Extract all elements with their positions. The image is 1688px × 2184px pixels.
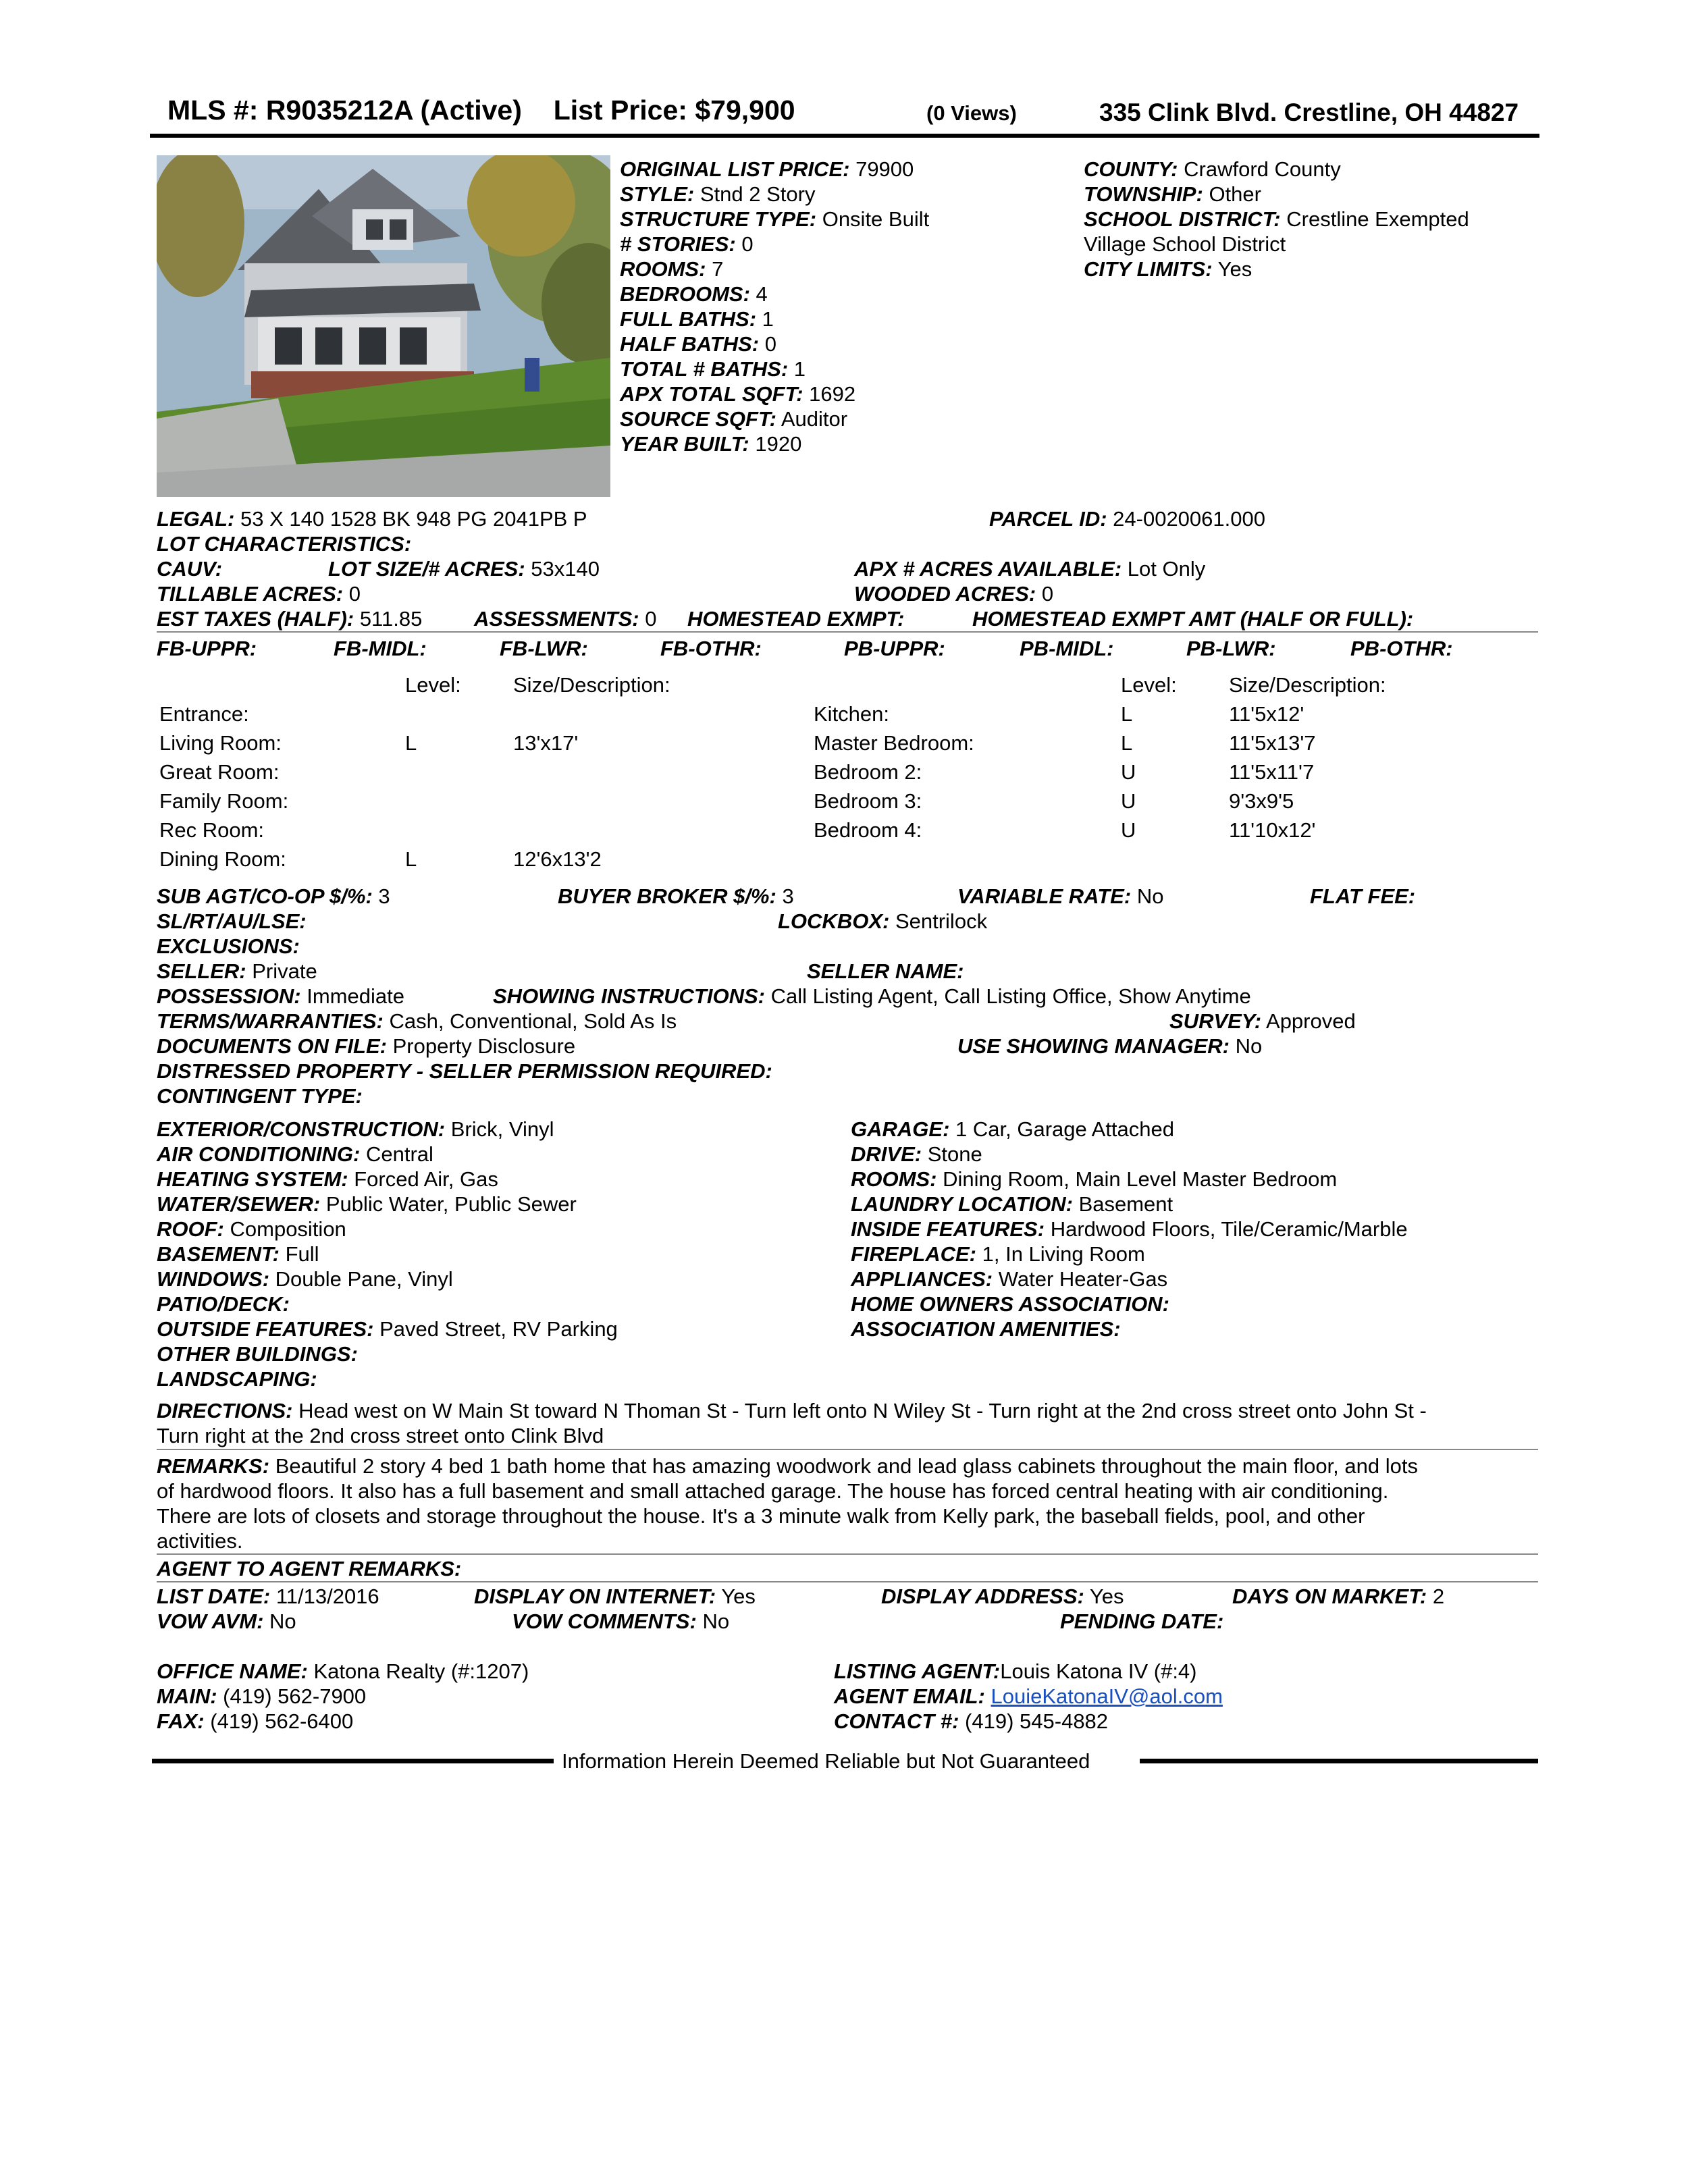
room-name: Family Room: [159, 789, 289, 813]
tillable-acres: TILLABLE ACRES: 0 [157, 582, 361, 606]
apx-acres: APX # ACRES AVAILABLE: Lot Only [854, 557, 1206, 581]
features-right [851, 1117, 1408, 1341]
vow-comments: VOW COMMENTS: No [512, 1609, 730, 1633]
distressed-property: DISTRESSED PROPERTY - SELLER PERMISSION REQUIRED: [157, 1059, 772, 1083]
pb-uppr: PB-UPPR: [844, 637, 945, 660]
sl-rt-au-lse: SL/RT/AU/LSE: [157, 909, 307, 933]
legal-divider [157, 631, 1538, 633]
detail-school-district-line2: Village School District [1084, 232, 1286, 256]
room-size: 13'x17' [513, 731, 579, 755]
feature-windows: WINDOWS: Double Pane, Vinyl [157, 1267, 453, 1291]
feature-landscaping: LANDSCAPING: [157, 1367, 317, 1391]
detail-township: TOWNSHIP: Other [1084, 182, 1261, 206]
feature-air-conditioning: AIR CONDITIONING: Central [157, 1142, 433, 1166]
rooms-size-header-left: Size/Description: [513, 673, 670, 697]
homestead-exmpt-amt: HOMESTEAD EXMPT AMT (HALF OR FULL): [972, 607, 1414, 631]
room-size: 11'5x12' [1229, 702, 1304, 726]
agent-remarks-divider [157, 1581, 1538, 1582]
room-level: U [1121, 818, 1136, 842]
remarks: REMARKS: Beautiful 2 story 4 bed 1 bath home that has amazing woodwork and lead glass cabinets throughout the main floor, and lots [157, 1454, 1418, 1478]
room-size: 11'5x11'7 [1229, 760, 1315, 784]
pb-lwr: PB-LWR: [1186, 637, 1276, 660]
rooms-level-header-left: Level: [405, 673, 461, 697]
detail-style: STYLE: Stnd 2 Story [620, 182, 816, 206]
legal: LEGAL: 53 X 140 1528 BK 948 PG 2041PB P [157, 507, 587, 531]
detail-original-list-price: ORIGINAL LIST PRICE: 79900 [620, 157, 914, 181]
detail-apx-total-sqft: APX TOTAL SQFT: 1692 [620, 382, 856, 406]
feature-drive: DRIVE: Stone [851, 1142, 982, 1166]
detail-bedrooms: BEDROOMS: 4 [620, 282, 768, 306]
mls-header [167, 95, 795, 126]
pb-midl: PB-MIDL: [1020, 637, 1114, 660]
room-level: L [405, 847, 417, 871]
feature-laundry: LAUNDRY LOCATION: Basement [851, 1192, 1173, 1216]
detail-structure-type: STRUCTURE TYPE: Onsite Built [620, 207, 930, 231]
details-right [1084, 157, 1469, 282]
property-photo [157, 155, 610, 497]
lockbox: LOCKBOX: Sentrilock [778, 909, 988, 933]
room-level: U [1121, 789, 1136, 813]
room-name: Rec Room: [159, 818, 265, 842]
mls-number: R9035212A (Active) [265, 95, 522, 126]
est-taxes: EST TAXES (HALF): 511.85 [157, 607, 423, 631]
footer-disclaimer: Information Herein Deemed Reliable but Not Guaranteed [562, 1749, 1090, 1773]
wooded-acres: WOODED ACRES: 0 [854, 582, 1054, 606]
listing-agent: LISTING AGENT:Louis Katona IV (#:4) [834, 1659, 1197, 1683]
exclusions: EXCLUSIONS: [157, 934, 300, 958]
header-rule [150, 134, 1539, 138]
parcel-id: PARCEL ID: 24-0020061.000 [989, 507, 1265, 531]
room-name: Entrance: [159, 702, 249, 726]
feature-fireplace: FIREPLACE: 1, In Living Room [851, 1242, 1145, 1266]
buyer-broker: BUYER BROKER $/%: 3 [558, 884, 794, 908]
footer-rule-right [1140, 1759, 1538, 1763]
detail-source-sqft: SOURCE SQFT: Auditor [620, 407, 848, 431]
detail-half-baths: HALF BATHS: 0 [620, 332, 776, 356]
office-name: OFFICE NAME: Katona Realty (#:1207) [157, 1659, 529, 1683]
fb-uppr: FB-UPPR: [157, 637, 257, 660]
remarks-line3: There are lots of closets and storage throughout the house. It's a 3 minute walk from Kelly park, the baseball fields, pool, and other [157, 1504, 1365, 1528]
terms-warranties: TERMS/WARRANTIES: Cash, Conventional, Sold As Is [157, 1009, 677, 1033]
agent-email-row: AGENT EMAIL: LouieKatonaIV@aol.com [834, 1684, 1223, 1708]
feature-water-sewer: WATER/SEWER: Public Water, Public Sewer [157, 1192, 577, 1216]
contact-number: CONTACT #: (419) 545-4882 [834, 1709, 1109, 1733]
list-price-label: List Price: [553, 95, 687, 126]
agent-to-agent-remarks: AGENT TO AGENT REMARKS: [157, 1557, 462, 1580]
possession: POSSESSION: Immediate [157, 984, 404, 1008]
documents-on-file: DOCUMENTS ON FILE: Property Disclosure [157, 1034, 576, 1058]
feature-hoa: HOME OWNERS ASSOCIATION: [851, 1292, 1169, 1316]
lot-characteristics: LOT CHARACTERISTICS: [157, 532, 412, 556]
lot-size: LOT SIZE/# ACRES: 53x140 [328, 557, 600, 581]
display-on-internet: DISPLAY ON INTERNET: Yes [474, 1584, 756, 1608]
feature-appliances: APPLIANCES: Water Heater-Gas [851, 1267, 1168, 1291]
seller-name: SELLER NAME: [807, 959, 964, 983]
agent-email-link[interactable]: LouieKatonaIV@aol.com [991, 1684, 1223, 1708]
directions: DIRECTIONS: Head west on W Main St toward N Thoman St - Turn left onto N Wiley St - Turn right at the 2nd cross street onto John St - [157, 1399, 1427, 1422]
list-date: LIST DATE: 11/13/2016 [157, 1584, 379, 1608]
detail-city-limits: CITY LIMITS: Yes [1084, 257, 1252, 281]
feature-basement: BASEMENT: Full [157, 1242, 319, 1266]
detail-school-district: SCHOOL DISTRICT: Crestline Exempted [1084, 207, 1469, 231]
remarks-line4: activities. [157, 1529, 243, 1553]
footer-rule-left [152, 1759, 554, 1763]
directions-line2: Turn right at the 2nd cross street onto Clink Blvd [157, 1424, 604, 1447]
feature-association-amenities: ASSOCIATION AMENITIES: [851, 1317, 1121, 1341]
remarks-line2: of hardwood floors. It also has a full basement and small attached garage. The house has forced central heating with air conditioning. [157, 1479, 1389, 1503]
seller: SELLER: Private [157, 959, 317, 983]
vow-avm: VOW AVM: No [157, 1609, 296, 1633]
fb-othr: FB-OTHR: [660, 637, 762, 660]
pending-date: PENDING DATE: [1060, 1609, 1224, 1633]
room-name: Bedroom 4: [814, 818, 922, 842]
feature-garage: GARAGE: 1 Car, Garage Attached [851, 1117, 1175, 1141]
views-count: (0 Views) [926, 101, 1017, 125]
rooms-size-header-right: Size/Description: [1229, 673, 1386, 697]
room-name: Dining Room: [159, 847, 286, 871]
feature-outside: OUTSIDE FEATURES: Paved Street, RV Parking [157, 1317, 618, 1341]
room-name: Living Room: [159, 731, 282, 755]
detail-stories: # STORIES: 0 [620, 232, 754, 256]
room-name: Bedroom 2: [814, 760, 922, 784]
feature-inside: INSIDE FEATURES: Hardwood Floors, Tile/Ceramic/Marble [851, 1217, 1408, 1241]
room-size: 11'10x12' [1229, 818, 1316, 842]
survey: SURVEY: Approved [1169, 1009, 1356, 1033]
room-name: Great Room: [159, 760, 280, 784]
days-on-market: DAYS ON MARKET: 2 [1232, 1584, 1445, 1608]
directions-divider [157, 1449, 1538, 1450]
feature-rooms: ROOMS: Dining Room, Main Level Master Bedroom [851, 1167, 1338, 1191]
flat-fee: FLAT FEE: [1310, 884, 1416, 908]
office-fax: FAX: (419) 562-6400 [157, 1709, 354, 1733]
room-size: 11'5x13'7 [1229, 731, 1316, 755]
use-showing-manager: USE SHOWING MANAGER: No [957, 1034, 1263, 1058]
rooms-level-header-right: Level: [1121, 673, 1177, 697]
feature-other-buildings: OTHER BUILDINGS: [157, 1342, 358, 1366]
property-address: 335 Clink Blvd. Crestline, OH 44827 [1099, 99, 1519, 126]
variable-rate: VARIABLE RATE: No [957, 884, 1164, 908]
pb-othr: PB-OTHR: [1350, 637, 1453, 660]
assessments: ASSESSMENTS: 0 [474, 607, 657, 631]
room-name: Bedroom 3: [814, 789, 922, 813]
feature-patio-deck: PATIO/DECK: [157, 1292, 290, 1316]
detail-county: COUNTY: Crawford County [1084, 157, 1341, 181]
cauv: CAUV: [157, 557, 223, 581]
features-left [157, 1117, 618, 1391]
mls-label: MLS #: [167, 95, 259, 126]
detail-year-built: YEAR BUILT: 1920 [620, 432, 802, 456]
room-size: 12'6x13'2 [513, 847, 602, 871]
fb-midl: FB-MIDL: [334, 637, 427, 660]
feature-heating: HEATING SYSTEM: Forced Air, Gas [157, 1167, 498, 1191]
showing-instructions: SHOWING INSTRUCTIONS: Call Listing Agent, Call Listing Office, Show Anytime [493, 984, 1251, 1008]
contingent-type: CONTINGENT TYPE: [157, 1084, 363, 1108]
list-price: $79,900 [695, 95, 795, 126]
room-level: L [1121, 731, 1133, 755]
room-name: Kitchen: [814, 702, 890, 726]
homestead-exmpt: HOMESTEAD EXMPT: [687, 607, 905, 631]
display-address: DISPLAY ADDRESS: Yes [881, 1584, 1124, 1608]
feature-exterior: EXTERIOR/CONSTRUCTION: Brick, Vinyl [157, 1117, 554, 1141]
office-main: MAIN: (419) 562-7900 [157, 1684, 367, 1708]
sub-agt: SUB AGT/CO-OP $/%: 3 [157, 884, 390, 908]
room-level: U [1121, 760, 1136, 784]
fb-lwr: FB-LWR: [500, 637, 588, 660]
remarks-divider [157, 1553, 1538, 1555]
detail-total-baths: TOTAL # BATHS: 1 [620, 357, 806, 381]
room-level: L [405, 731, 417, 755]
detail-full-baths: FULL BATHS: 1 [620, 307, 774, 331]
room-size: 9'3x9'5 [1229, 789, 1294, 813]
feature-roof: ROOF: Composition [157, 1217, 346, 1241]
details-left [620, 157, 929, 456]
room-level: L [1121, 702, 1133, 726]
room-name: Master Bedroom: [814, 731, 974, 755]
detail-rooms: ROOMS: 7 [620, 257, 724, 281]
